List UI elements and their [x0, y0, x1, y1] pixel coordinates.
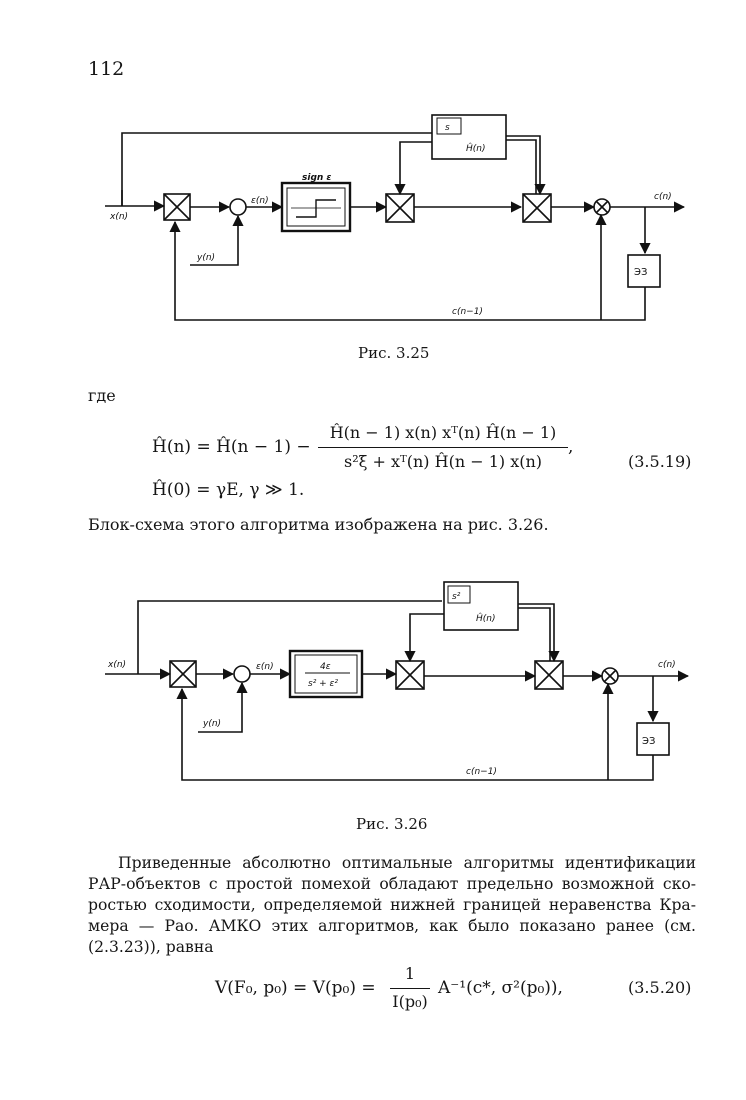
fig325-summator [230, 199, 246, 215]
figure-3-26-caption: Рис. 3.26 [356, 815, 428, 833]
eq3520-number: (3.5.20) [628, 978, 692, 997]
eq3519-number: (3.5.19) [628, 452, 692, 471]
fig325-label-h: Ĥ(n) [466, 144, 486, 154]
eq3519-comma: , [568, 437, 574, 457]
fig326-summator [234, 666, 250, 682]
eq3520-denominator: I(p₀) [392, 992, 428, 1011]
fig326-function-block [290, 651, 362, 697]
fig325-label-x: x(n) [110, 212, 129, 222]
fig325-label-sign: sign ε [302, 173, 332, 183]
fig326-label-num: 4ε [320, 662, 331, 672]
eq3519-fraction-bar [318, 447, 568, 448]
fig326-label-eps: ε(n) [256, 662, 274, 672]
fig326-label-x: x(n) [108, 660, 127, 670]
eq3519-lhs: Ĥ(n) = Ĥ(n − 1) − [152, 437, 311, 457]
figure-3-26-block-diagram [0, 575, 746, 800]
paragraph-line-3: ростью сходимости, определяемой нижней границей неравенства Кра- [88, 896, 696, 914]
fig326-label-c: c(n) [658, 660, 676, 670]
paragraph-line-5: (2.3.23)), равна [88, 938, 214, 956]
fig325-label-cprev: c(n−1) [452, 307, 483, 317]
fig325-label-y: y(n) [197, 253, 216, 263]
paragraph-cont [88, 874, 696, 958]
eq3520-lhs: V(F₀, p₀) = V(p₀) = [215, 978, 376, 998]
text-block-scheme: Блок-схема этого алгоритма изображена на рис. 3.26. [88, 515, 549, 534]
eq3520-rhs: A⁻¹(c*, σ²(p₀)), [438, 978, 563, 998]
figure-3-25-caption: Рис. 3.25 [358, 344, 430, 362]
eq3520-fraction-bar [390, 988, 430, 989]
page-number: 112 [88, 58, 125, 80]
fig325-label-ee: ЭЗ [634, 267, 648, 278]
eq3520-numerator: 1 [404, 964, 416, 983]
paragraph [118, 853, 696, 874]
paragraph-line-4: мера — Рао. АМКО этих алгоритмов, как было показано ранее (см. [88, 917, 696, 935]
fig325-label-eps: ε(n) [251, 196, 269, 206]
eq3519-denominator: s²ξ + xᵀ(n) Ĥ(n − 1) x(n) [343, 452, 543, 471]
fig325-label-s: s [445, 123, 450, 133]
fig326-label-den: s² + ε² [308, 679, 339, 689]
fig325-label-c: c(n) [654, 192, 672, 202]
fig326-label-ee: ЭЗ [642, 736, 656, 747]
fig326-label-s2: s² [452, 592, 461, 602]
paragraph-line-2: РАР-объектов с простой помехой обладают предельно возможной ско- [88, 875, 696, 893]
eq3519-numerator: Ĥ(n − 1) x(n) xᵀ(n) Ĥ(n − 1) [329, 423, 557, 442]
paragraph-line-1: Приведенные абсолютно оптимальные алгоритмы идентификации [118, 854, 696, 872]
figure-3-25-block-diagram [0, 105, 746, 330]
fig326-label-cprev: c(n−1) [466, 767, 497, 777]
eq3519-line2: Ĥ(0) = γE, γ ≫ 1. [152, 480, 305, 500]
fig326-label-y: y(n) [203, 719, 222, 729]
fig326-label-h: Ĥ(n) [476, 614, 496, 624]
text-where: где [88, 386, 116, 405]
